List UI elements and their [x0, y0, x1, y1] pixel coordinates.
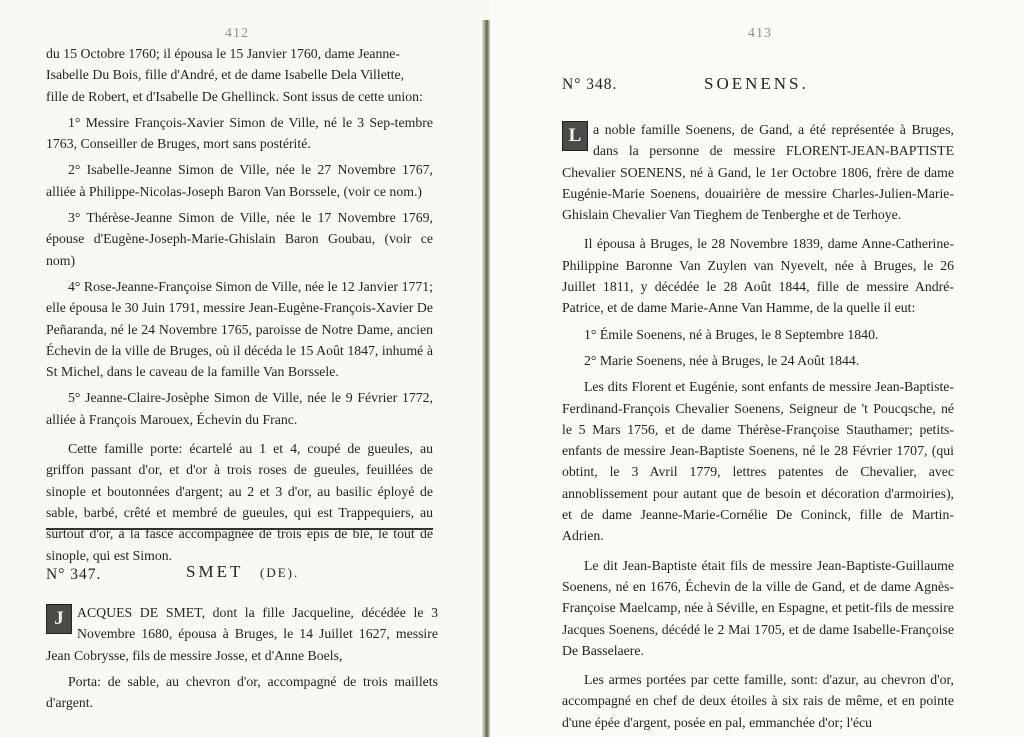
right-page — [490, 0, 1024, 737]
text-line: Isabelle Du Bois, fille d'André, et de dame Isabelle Dela Villette, — [46, 67, 405, 83]
left-page — [0, 0, 490, 737]
child-entry-1: 1° Messire François-Xavier Simon de Ville, né le 3 Sep-tembre 1763, Conseiller de Bruges, mort sans postérité. — [46, 114, 433, 152]
entry-348-grandparents: Le dit Jean-Baptiste était fils de messire Jean-Baptiste-Guillaume Soenens, né en 1676, Échevin de la ville de Gand, et de dame Agnès-Françoise Maelcamp, née à Séville, en Espagne, et petit-fils de messire Jacques Soenens, décédé le 2 Mai 1705, et de dame Isabelle-Françoise De Basselaere. — [562, 557, 954, 658]
entry-number-347: N° 347. — [46, 566, 102, 583]
section-divider — [46, 528, 433, 530]
page-number-left: 412 — [225, 26, 249, 41]
page-number-right: 413 — [748, 26, 772, 41]
entry-347-arms: Porta: de sable, au chevron d'or, accompagné de trois maillets d'argent. — [46, 673, 438, 711]
entry-347-body: ACQUES DE SMET, dont la fille Jacqueline, décédée le 3 Novembre 1680, épousa à Bruges, le 14 Juillet 1627, messire Jean Cobrysse, fils de messire Josse, et d'Anne Boels, — [46, 605, 438, 663]
entry-number-348: N° 348. — [562, 76, 618, 93]
child-entry-1: 1° Émile Soenens, né à Bruges, le 8 Septembre 1840. — [584, 326, 879, 342]
entry-348-arms: Les armes portées par cette famille, sont: d'azur, au chevron d'or, accompagné en chef de deux étoiles à six rais de même, et en pointe d'une épée d'argent, posée en pal, emmanchée d'or; l'écu — [562, 672, 954, 730]
entry-title-particle: (DE). — [260, 565, 300, 580]
entry-title-smet: SMET — [186, 562, 244, 581]
entry-348-marriage: Il épousa à Bruges, le 28 Novembre 1839, dame Anne-Catherine-Philippine Baronne Van Zuylen van Nyevelt, née à Bruges, le 26 Juillet 1811, y décédée le 28 Août 1844, fille de messire André-Patrice, et de dame Marie-Anne Van Hamme, de la quelle il eut: — [562, 236, 954, 316]
text-line: fille de Robert, et d'Isabelle De Ghellinck. Sont issus de cette union: — [46, 88, 423, 104]
book-gutter — [482, 20, 490, 737]
right-page-text — [562, 119, 954, 733]
left-page-text — [46, 43, 433, 566]
entry-title-soenens: SOENENS. — [704, 74, 809, 93]
child-entry-5: 5° Jeanne-Claire-Josèphe Simon de Ville, née le 9 Février 1772, alliée à François Marouex, Échevin du Franc. — [46, 390, 433, 427]
entry-348-intro: a noble famille Soenens, de Gand, a été représentée à Bruges, dans la personne de messire FLORENT-JEAN-BAPTISTE Chevalier SOENENS, né à Gand, le 1er Octobre 1806, frère de dame Eugénie-Marie Soenens, douairière de messire Charles-Julien-Marie-Ghislain Chevalier Van Tieghem de Tenberghe et de Terhoye. — [562, 122, 954, 223]
child-entry-2: 2° Marie Soenens, née à Bruges, le 24 Août 1844. — [584, 352, 860, 368]
arms-paragraph: Cette famille porte: écartelé au 1 et 4, coupé de gueules, au griffon passant d'or, et d'or à trois roses de gueules, feuillées de sinople et boutonnées d'argent; au 2 et 3 d'or, au basilic éployé de sable, barbé, crêté et membré de gueules, qui est Trappequiers, au surtout d'or, à la fasce accompagnée de trois épis de blé, le tout de sinople, qui est Simon. — [46, 441, 433, 563]
entry-348-parents: Les dits Florent et Eugénie, sont enfants de messire Jean-Baptiste-Ferdinand-François Chevalier Soenens, Seigneur de 't Poucqsche, né le 5 Mars 1756, et de dame Thérèse-Françoise Stauthamer; petits-enfants de messire Jean-Baptiste Soenens, né le 28 Février 1707, (qui obtint, le 3 Avril 1779, lettres patentes de Chevalier, avec annoblissement pour autant que de besoin et décoration d'armoiries), et de dame Jeanne-Marie-Cornélie De Coninck, fille de Martin-Adrien. — [562, 379, 954, 544]
child-entry-4: 4° Rose-Jeanne-Françoise Simon de Ville, née le 12 Janvier 1771; elle épousa le 30 Juin 1791, messire Jean-Eugène-François-Xavier De Peñaranda, né le 24 Novembre 1765, paroisse de Notre Dame, ancien Échevin de la ville de Bruges, où il décéda le 15 Août 1847, inhumé à St Michel, dans le caveau de la famille Van Borssele. — [46, 278, 433, 380]
text-line: du 15 Octobre 1760; il épousa le 15 Janvier 1760, dame Jeanne- — [46, 46, 401, 61]
child-entry-3: 3° Thérèse-Jeanne Simon de Ville, née le 17 Novembre 1769, épouse d'Eugène-Joseph-Marie-Ghislain Baron Goubau, (voir ce nom) — [46, 210, 433, 268]
child-entry-2: 2° Isabelle-Jeanne Simon de Ville, née le 27 Novembre 1767, alliée à Philippe-Nicolas-Joseph Baron Van Borssele, (voir ce nom.) — [46, 162, 433, 199]
entry-347-text — [46, 602, 438, 713]
drop-cap: L — [562, 121, 588, 151]
drop-cap: J — [46, 604, 72, 634]
